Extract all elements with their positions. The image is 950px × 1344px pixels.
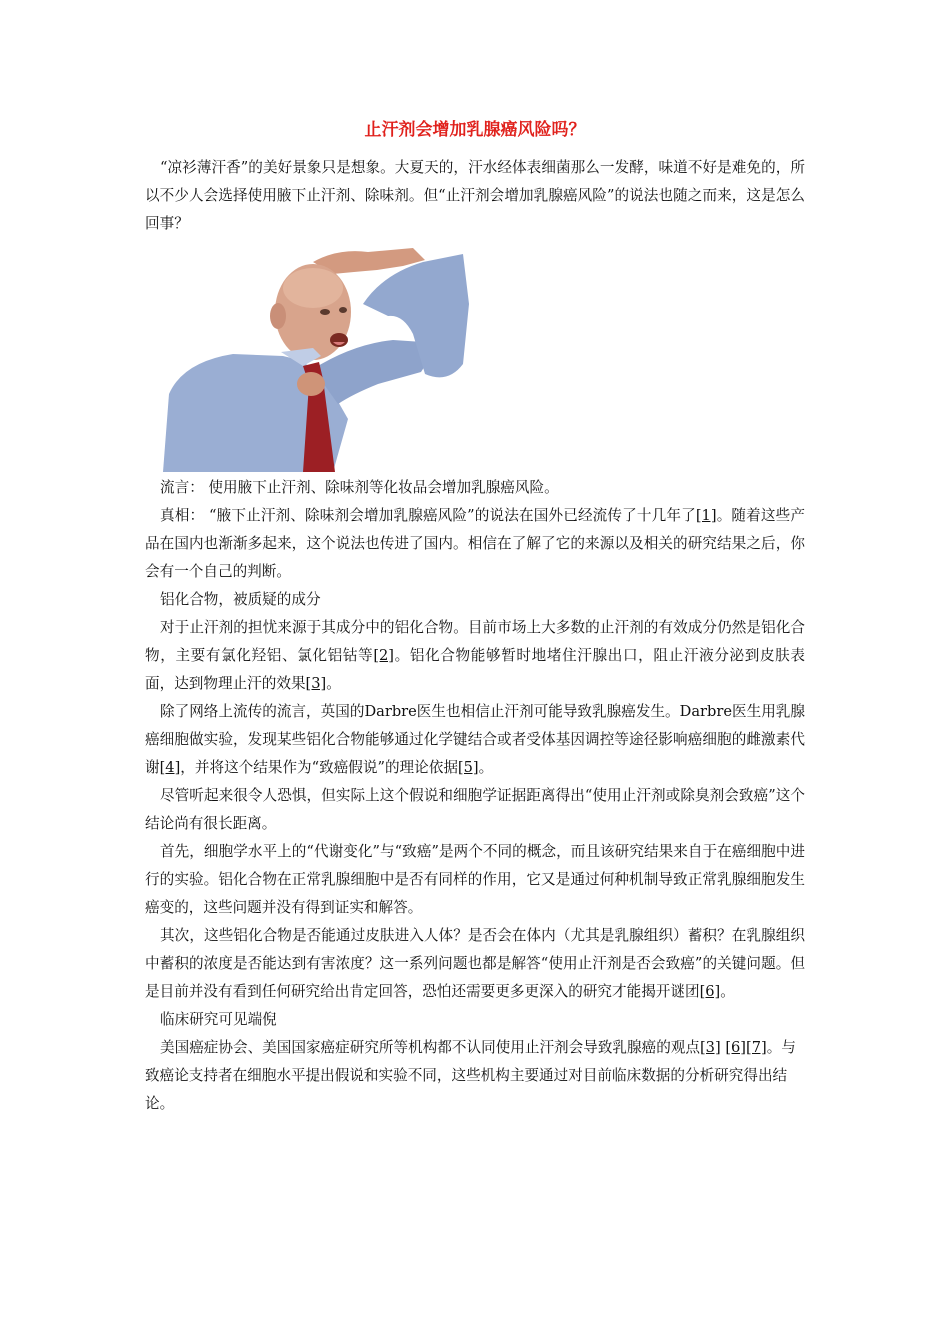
reference-link-3[interactable]: [3] [305, 675, 327, 692]
darbre-text: 除了网络上流传的流言，英国的Darbre医生也相信止汗剂可能导致乳腺癌发生。Darbre医生用乳腺癌细胞做实验，发现某些铝化合物能够通过化学键结合或者受体基因调控等途径影响癌细胞的雌激素代谢 [145, 703, 805, 776]
hypothesis-paragraph: 尽管听起来很令人恐惧，但实际上这个假说和细胞学证据距离得出“使用止汗剂或除臭剂会致癌”这个结论尚有很长距离。 [145, 787, 805, 832]
truth-text: 真相： “腋下止汗剂、除味剂会增加乳腺癌风险”的说法在国外已经流传了十几年了 [160, 507, 696, 524]
reference-link-5[interactable]: [5] [457, 759, 479, 776]
clinical-text: 美国癌症协会、美国国家癌症研究所等机构都不认同使用止汗剂会导致乳腺癌的观点 [160, 1039, 700, 1056]
illustration-sweating-man [163, 244, 469, 472]
aluminum-text-cont: 。铝化合物能够暂时地堵住汗腺出口，阻止汗液分泌到皮肤表面，达到物理止汗的效果 [145, 647, 805, 692]
intro-paragraph: “凉衫薄汗香”的美好景象只是想象。大夏天的，汗水经体表细菌那么一发酵，味道不好是难免的，所以不少人会选择使用腋下止汗剂、除味剂。但“止汗剂会增加乳腺癌风险”的说法也随之而来，这是怎么回事？ [145, 159, 805, 232]
darbre-text-end: 。 [478, 759, 494, 776]
darbre-paragraph [145, 698, 805, 782]
second-point-text: 其次，这些铝化合物是否能通过皮肤进入人体？是否会在体内（尤其是乳腺组织）蓄积？在乳腺组织中蓄积的浓度是否能达到有害浓度？这一系列问题也都是解答“使用止汗剂是否会致癌”的关键问题。但是目前并没有看到任何研究给出肯定回答，恐怕还需要更多更深入的研究才能揭开谜团 [145, 927, 805, 1000]
clinical-text-cont: 。与致癌论支持者在细胞水平提出假说和实验不同，这些机构主要通过对目前临床数据的分析研究得出结论。 [145, 1039, 796, 1112]
first-point-paragraph: 首先，细胞学水平上的“代谢变化”与“致癌”是两个不同的概念，而且该研究结果来自于在癌细胞中进行的实验。铝化合物在正常乳腺细胞中是否有同样的作用，它又是通过何种机制导致正常乳腺细胞发生癌变的，这些问题并没有得到证实和解答。 [145, 843, 805, 916]
darbre-text-cont: ，并将这个结果作为“致癌假说”的理论依据 [180, 759, 458, 776]
sweating-man-image [163, 244, 469, 472]
section-heading-aluminum: 铝化合物，被质疑的成分 [160, 591, 321, 608]
truth-text-cont: 。随着这些产品在国内也渐渐多起来，这个说法也传进了国内。相信在了解了它的来源以及相关的研究结果之后，你会有一个自己的判断。 [145, 507, 805, 580]
aluminum-paragraph [145, 614, 805, 698]
aluminum-text-end: 。 [326, 675, 341, 692]
section-heading-clinical: 临床研究可见端倪 [160, 1011, 277, 1028]
reference-link-4[interactable]: [4] [159, 759, 181, 776]
aluminum-text: 对于止汗剂的担忧来源于其成分中的铝化合物。目前市场上大多数的止汗剂的有效成分仍然是铝化合物，主要有氯化羟铝、氯化铝钴等 [145, 619, 805, 664]
reference-link-2[interactable]: [2] [373, 647, 395, 664]
article-title: 止汗剂会增加乳腺癌风险吗？ [364, 120, 586, 140]
truth-paragraph [145, 502, 805, 586]
clinical-paragraph [145, 1034, 805, 1118]
reference-link-6b[interactable]: [6] [725, 1039, 746, 1056]
rumor-paragraph: 流言： 使用腋下止汗剂、除味剂等化妆品会增加乳腺癌风险。 [160, 479, 559, 496]
reference-link-6[interactable]: [6] [699, 983, 721, 1000]
reference-link-1[interactable]: [1] [695, 507, 717, 524]
article [145, 118, 805, 1118]
second-point-paragraph [145, 922, 805, 1006]
second-point-text-end: 。 [720, 983, 735, 1000]
reference-link-7[interactable]: [7] [746, 1039, 767, 1056]
reference-link-3b[interactable]: [3] [699, 1039, 721, 1056]
